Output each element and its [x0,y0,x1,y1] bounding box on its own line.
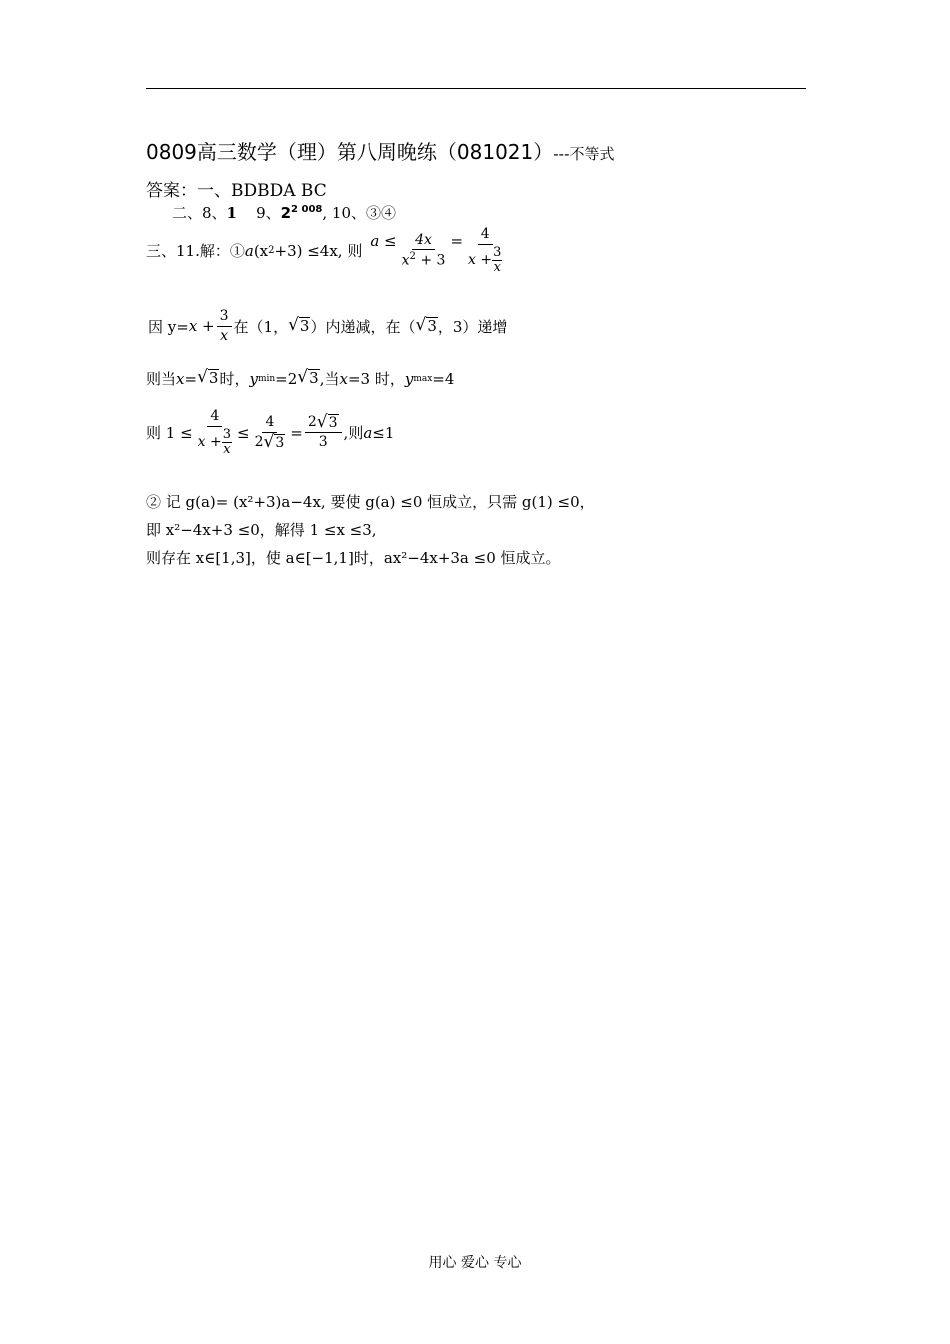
solution-line-6: 即 x²−4x+3 ≤0，解得 1 ≤x ≤3, [146,521,377,539]
sqrt-3: √ 3 [297,367,319,388]
header-rule [146,88,806,89]
title-main: 0809高三数学（理）第八周晚练（081021） [146,140,554,164]
fraction-4-over-2sqrt3: 4 2 √ 3 [254,414,285,453]
fraction-4x-over-x2-plus-3: $\frac{4x}{x^2 + 3}$ [401,231,446,270]
title-suffix: ---不等式 [553,145,615,163]
page-title [146,136,615,165]
fraction-4-over-x-plus-3x: 4 x + $\frac{3}{x}$ [197,408,232,458]
sqrt-3: √ 3 [415,315,437,336]
answers-line-1: 答案：一、BDBDA BC [146,181,327,201]
fraction-3-over-x: $\frac{3}{x}$ [217,308,232,345]
solution-line-3: 则当 x = √ 3 时， y min =2 √ 3 ,当 x =3 时， y max =4 [146,367,455,388]
fraction-2sqrt3-over-3: 2 √ 3 3 [305,414,342,451]
solution-line-1: 三、11.解：① a (x 2 +3) ≤4x, 则 a ≤ $\frac{4x}{x^2 + 3}$ = 4 x + $\frac{3}{x}$ [146,226,507,275]
solution-line-5: ② 记 g(a)= (x²+3)a−4x, 要使 g(a) ≤0 恒成立，只需 g(1) ≤0， [146,493,595,511]
solution-line-7: 则存在 x∈[1,3]，使 a∈[−1,1]时，ax²−4x+3a ≤0 恒成立。 [146,549,561,567]
sqrt-3: √ 3 [288,315,310,336]
solution-line-2: 因 y= x + $\frac{3}{x}$ 在（1， √ 3 ）内递减，在（ √ 3 ，3）递增 [148,308,508,344]
solution-line-4: 则 1 ≤ 4 x + $\frac{3}{x}$ ≤ 4 2 √ 3 = 2 √ 3 3 ,则 a ≤1 [146,408,395,458]
answers-line-2: 二、8、1 9、$2^{2 008}$, 10、③④ [172,204,396,222]
fraction-4-over-x-plus-3x: 4 x + $\frac{3}{x}$ [468,226,502,276]
sqrt-3: √ 3 [197,367,219,388]
page-footer: 用心 爱心 专心 [428,1255,522,1271]
